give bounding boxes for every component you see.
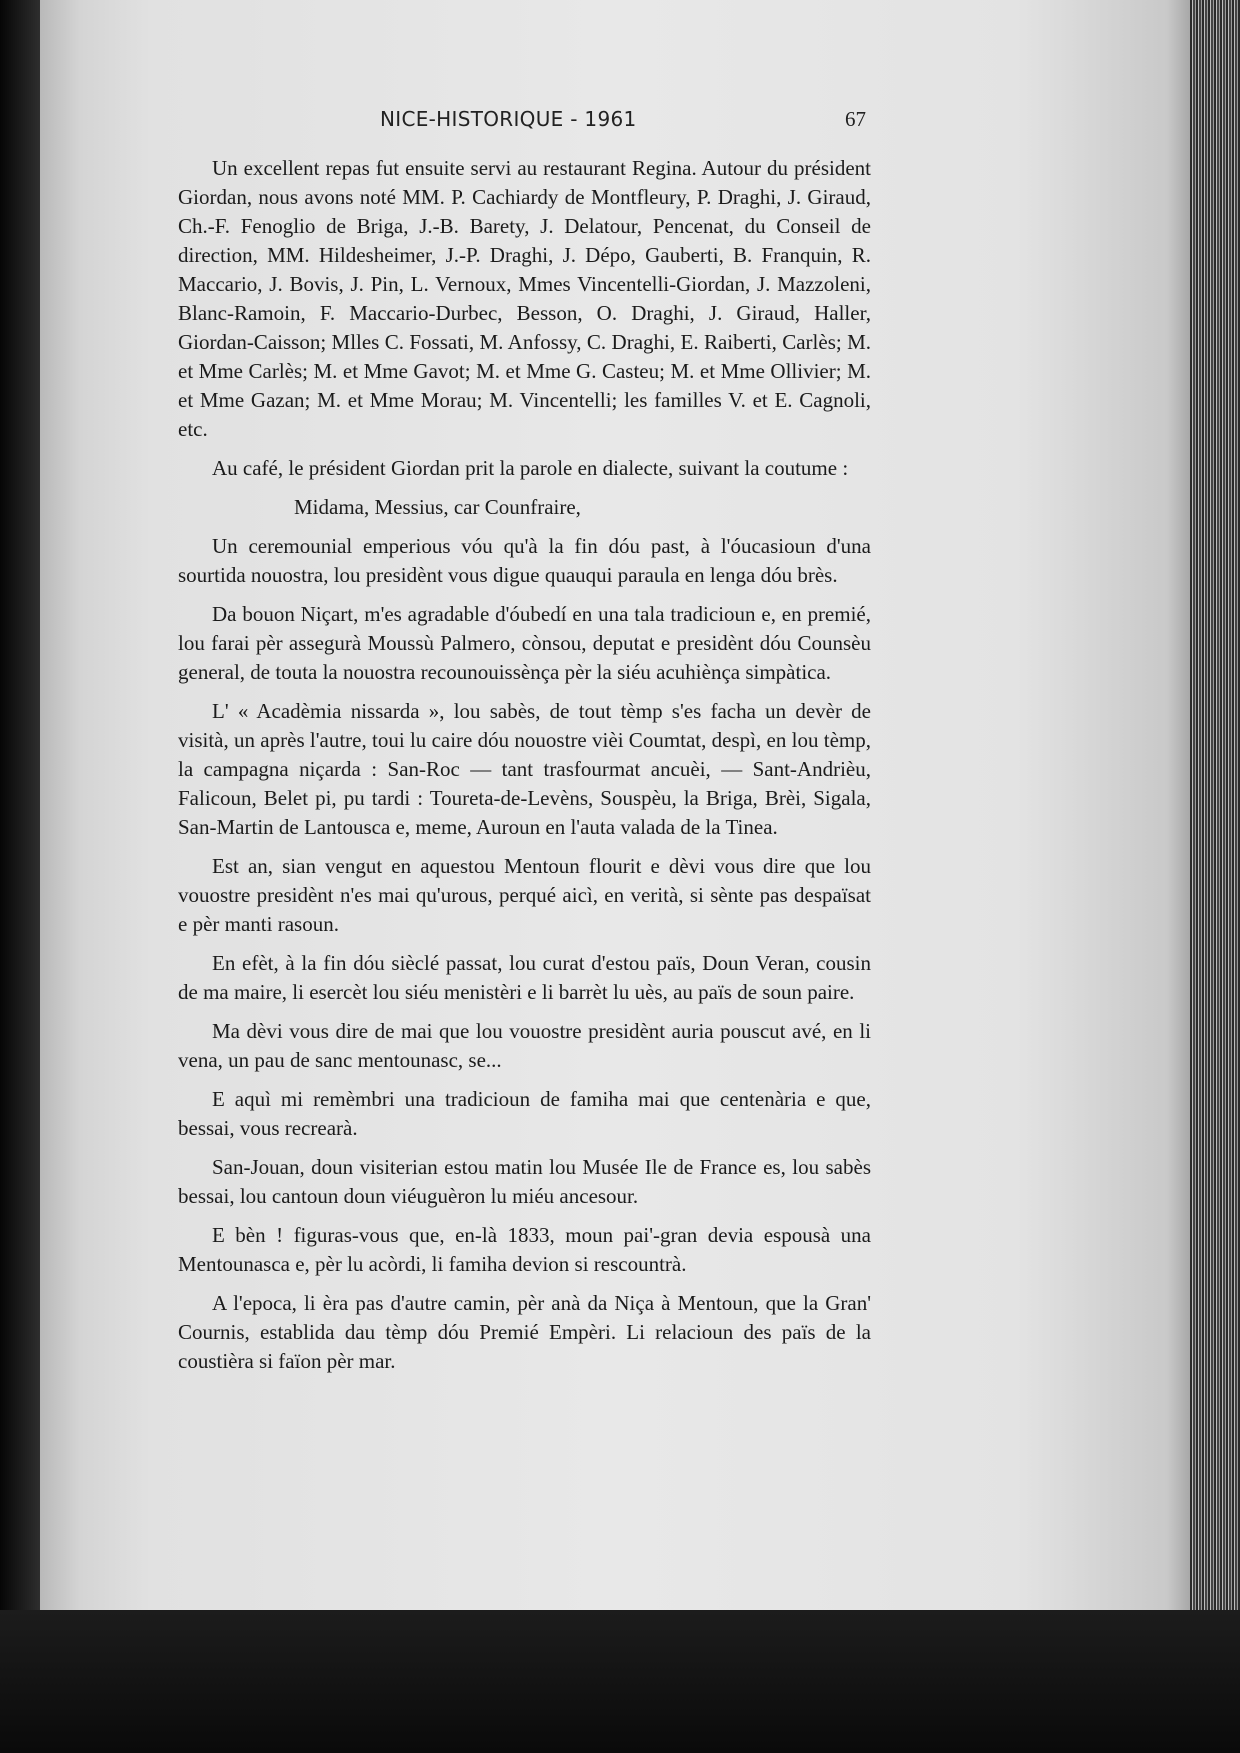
page-stack-edge [1190, 0, 1240, 1610]
paragraph: E aquì mi remèmbri una tradicioun de famiha mai que centenària e que, bessai, vous recrearà. [178, 1087, 871, 1140]
paragraph: Est an, sian vengut en aquestou Mentoun flourit e dèvi vous dire que lou vouostre presidènt n'es mai qu'urous, perqué aicì, en verità, si sènte pas despaïsat e pèr manti rasoun. [178, 854, 871, 936]
paragraph: E bèn ! figuras-vous que, en-là 1833, moun pai'-gran devia espousà una Mentounasca e, pèr lu acòrdi, li famiha devion si rescountrà. [178, 1223, 871, 1276]
paragraph-cafe-speech-intro: Au café, le président Giordan prit la parole en dialecte, suivant la coutume : [212, 456, 849, 480]
paragraph: San-Jouan, doun visiterian estou matin lou Musée Ile de France es, lou sabès bessai, lou cantoun doun viéuguèron lu miéu ancesour. [178, 1155, 871, 1208]
speech-salutation: Midama, Messius, car Counfraire, [294, 495, 581, 519]
paragraph: En efèt, à la fin dóu sièclé passat, lou curat d'estou païs, Doun Veran, cousin de ma maire, li esercèt lou siéu menistèri e li barrèt lu uès, au païs de soun paire. [178, 951, 871, 1004]
paragraph: A l'epoca, li èra pas d'autre camin, pèr anà da Niça à Mentoun, que la Gran' Cournis, establida dau tèmp dóu Premié Empèri. Li relacioun des païs de la coustièra si faïon pèr mar. [178, 1291, 871, 1373]
body-text [178, 154, 871, 1386]
scan-bottom-edge [0, 1610, 1240, 1753]
scan-left-edge [0, 0, 40, 1610]
running-head: NICE-HISTORIQUE - 1961 [380, 107, 637, 131]
paragraph-guest-list: Un excellent repas fut ensuite servi au restaurant Regina. Autour du président Giordan, nous avons noté MM. P. Cachiardy de Montfleury, P. Draghi, J. Giraud, Ch.-F. Fenoglio de Briga, J.-B. Barety, J. Delatour, Pencenat, du Conseil de direction, MM. Hildesheimer, J.-P. Draghi, J. Dépo, Gauberti, B. Franquin, R. Maccario, J. Bovis, J. Pin, L. Vernoux, Mmes Vincentelli-Giordan, J. Mazzoleni, Blanc-Ramoin, F. Maccario-Durbec, Besson, O. Draghi, J. Giraud, Haller, Giordan-Caisson; Mlles C. Fossati, M. Anfossy, C. Draghi, E. Raiberti, Carlès; M. et Mme Carlès; M. et Mme Gavot; M. et Mme G. Casteu; M. et Mme Ollivier; M. et Mme Gazan; M. et Mme Morau; M. Vincentelli; les familles V. et E. Cagnoli, etc. [178, 156, 871, 441]
paragraph: Da bouon Niçart, m'es agradable d'óubedí en una tala tradicioun e, en premié, lou farai pèr assegurà Moussù Palmero, cònsou, deputat e presidènt dóu Counsèu general, de touta la nouostra recounouissènça pèr la siéu acuhiènça simpàtica. [178, 602, 871, 684]
paragraph: Ma dèvi vous dire de mai que lou vouostre presidènt auria pouscut avé, en li vena, un pau de sanc mentounasc, se... [178, 1019, 871, 1072]
paragraph: L' « Acadèmia nissarda », lou sabès, de tout tèmp s'es facha un devèr de visità, un après l'autre, toui lu caire dóu nouostre vièi Coumtat, despì, en lou tèmp, la campagna niçarda : San-Roc — tant trasfourmat ancuèi, — Sant-Andrièu, Falicoun, Belet pi, pu tardi : Toureta-de-Levèns, Souspèu, la Briga, Brèi, Sigala, San-Martin de Lantousca e, meme, Auroun en l'auta valada de la Tinea. [178, 699, 871, 839]
paragraph: Un ceremounial emperious vóu qu'à la fin dóu past, à l'óucasioun d'una sourtida nouostra, lou presidènt vous digue quauqui paraula en lenga dóu brès. [178, 534, 871, 587]
page-number: 67 [845, 107, 866, 131]
